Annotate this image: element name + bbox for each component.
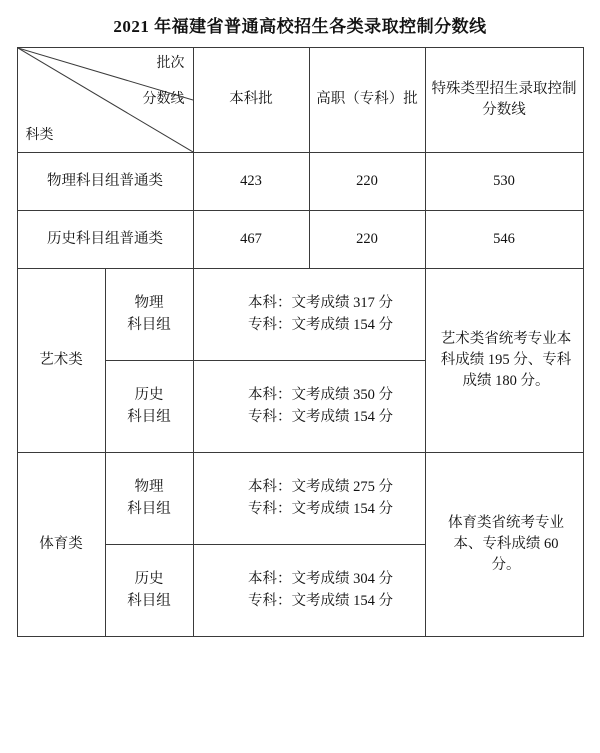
corner-label-batch: 批次 [156,56,185,71]
art-history-detail-line2: 专科：文考成绩 154 分 [248,408,393,425]
row-label-history-general: 历史科目组普通类 [17,211,193,269]
sports-physics-detail-line2: 专科：文考成绩 154 分 [248,500,393,517]
art-note: 艺术类省统考专业本科成绩 195 分、专科成绩 180 分。 [425,269,583,453]
header-undergraduate: 本科批 [193,48,309,153]
row-label-art: 艺术类 [17,269,105,453]
row-label-sports: 体育类 [17,453,105,637]
art-physics-detail-line2: 专科：文考成绩 154 分 [248,316,393,333]
page-title: 2021 年福建省普通高校招生各类录取控制分数线 [113,17,487,36]
cell-history-special: 546 [425,211,583,269]
row-label-physics-general: 物理科目组普通类 [17,153,193,211]
sports-history-group-label-line1: 历史 [134,571,164,588]
header-special: 特殊类型招生录取控制分数线 [425,48,583,153]
corner-label-score-line: 分数线 [142,92,185,107]
art-physics-detail [193,269,425,361]
sports-history-group-label [105,545,193,637]
score-table [17,47,584,637]
art-physics-group-label-line2: 科目组 [127,316,171,333]
art-history-detail [193,361,425,453]
sports-physics-detail-line1: 本科：文考成绩 275 分 [248,479,393,496]
sports-note: 体育类省统考专业本、专科成绩 60 分。 [425,453,583,637]
art-physics-detail-line1: 本科：文考成绩 317 分 [248,295,393,312]
art-history-group-label-line1: 历史 [134,387,164,404]
art-history-detail-line1: 本科：文考成绩 350 分 [248,387,393,404]
header-vocational: 高职（专科）批 [309,48,425,153]
table-header-row [17,48,583,153]
sports-physics-group-label-line1: 物理 [134,479,164,496]
sports-history-group-label-line2: 科目组 [127,592,171,609]
art-history-group-label-line2: 科目组 [127,408,171,425]
cell-physics-vocational: 220 [309,153,425,211]
sports-history-detail-line1: 本科：文考成绩 304 分 [248,571,393,588]
cell-history-vocational: 220 [309,211,425,269]
header-corner-cell [17,48,193,153]
cell-history-undergraduate: 467 [193,211,309,269]
sports-physics-detail [193,453,425,545]
art-history-group-label [105,361,193,453]
cell-physics-special: 530 [425,153,583,211]
table-row [17,211,583,269]
art-physics-group-label-line1: 物理 [134,295,164,312]
table-row [17,269,583,361]
sports-physics-group-label [105,453,193,545]
sports-history-detail-line2: 专科：文考成绩 154 分 [248,592,393,609]
corner-label-subject: 科类 [25,127,54,143]
sports-physics-group-label-line2: 科目组 [127,500,171,517]
cell-physics-undergraduate: 423 [193,153,309,211]
table-row [17,153,583,211]
table-row [17,453,583,545]
sports-history-detail [193,545,425,637]
art-physics-group-label [105,269,193,361]
